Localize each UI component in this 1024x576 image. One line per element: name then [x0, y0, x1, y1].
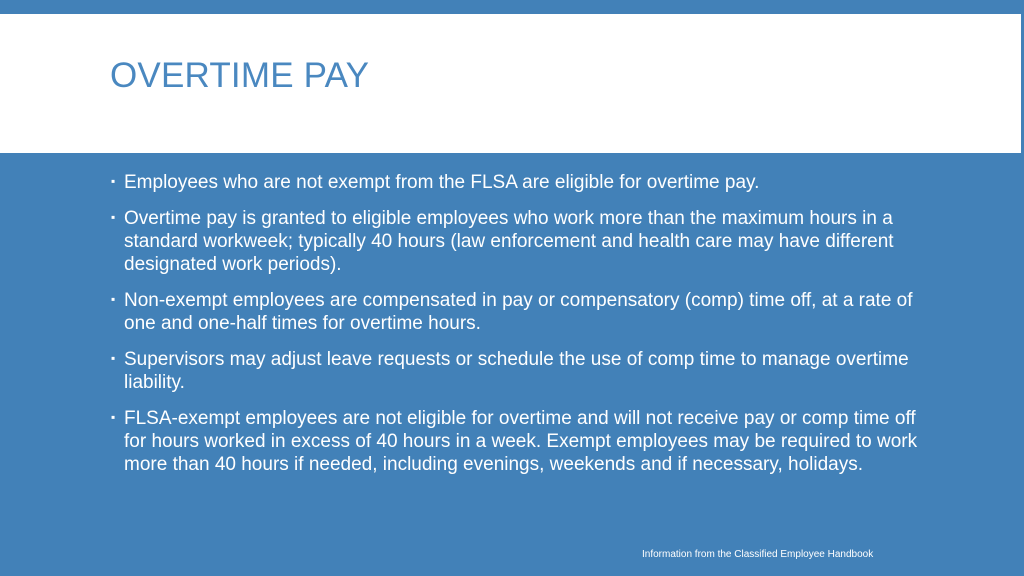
bullet-text: Supervisors may adjust leave requests or schedule the use of comp time to manage overtime liability.: [124, 349, 909, 393]
bullet-list: [108, 171, 928, 489]
title-band: [0, 14, 1021, 153]
bullet-text: Overtime pay is granted to eligible employees who work more than the maximum hours in a standard workweek; typically 40 hours (law enforcement and health care may have different designated work periods).: [124, 208, 894, 275]
bullet-item: [108, 407, 928, 476]
bullet-icon: ▪: [111, 210, 116, 224]
bullet-item: [108, 171, 928, 194]
bullet-text: Non-exempt employees are compensated in pay or compensatory (comp) time off, at a rate of one and one-half times for overtime hours.: [124, 290, 913, 334]
bullet-icon: ▪: [111, 174, 116, 188]
bullet-icon: ▪: [111, 292, 116, 306]
bullet-icon: ▪: [111, 351, 116, 365]
slide-title: OVERTIME PAY: [110, 56, 370, 95]
bullet-text: Employees who are not exempt from the FLSA are eligible for overtime pay.: [124, 172, 760, 193]
bullet-item: [108, 207, 928, 276]
bullet-item: [108, 289, 928, 335]
bullet-text: FLSA-exempt employees are not eligible for overtime and will not receive pay or comp time off for hours worked in excess of 40 hours in a week. Exempt employees may be required to work more than 40 hours if needed, including evenings, weekends and if necessary, holidays.: [124, 408, 918, 475]
bullet-icon: ▪: [111, 410, 116, 424]
footer-source-note: Information from the Classified Employee Handbook: [642, 549, 874, 560]
bullet-item: [108, 348, 928, 394]
